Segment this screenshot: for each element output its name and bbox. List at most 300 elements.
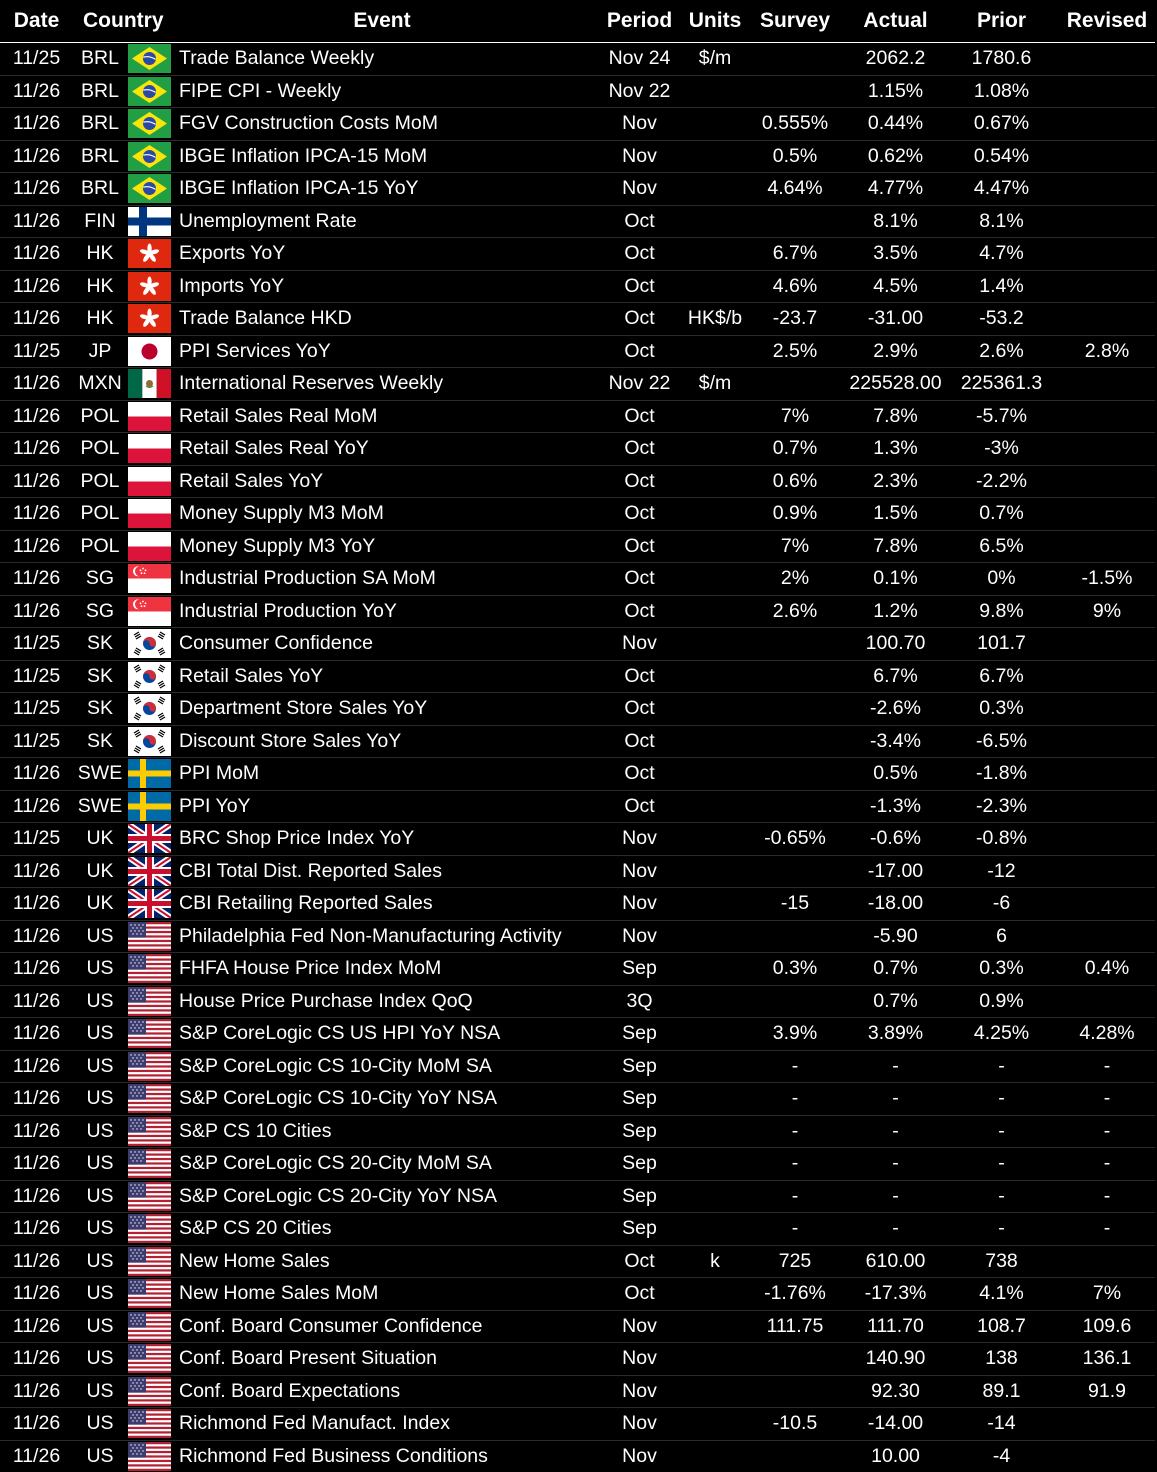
survey-cell: 2.5% bbox=[743, 335, 847, 368]
units-cell bbox=[687, 498, 743, 531]
period-cell: Nov bbox=[592, 1343, 687, 1376]
survey-cell bbox=[743, 628, 847, 661]
period-cell: Nov bbox=[592, 888, 687, 921]
country-cell: US bbox=[73, 985, 127, 1018]
date-cell: 11/26 bbox=[0, 400, 73, 433]
date-cell: 11/26 bbox=[0, 1018, 73, 1051]
actual-cell: 6.7% bbox=[847, 660, 944, 693]
period-cell: Nov bbox=[592, 823, 687, 856]
survey-cell: - bbox=[743, 1115, 847, 1148]
actual-cell: -1.3% bbox=[847, 790, 944, 823]
flag-cell bbox=[127, 725, 172, 758]
actual-cell: - bbox=[847, 1213, 944, 1246]
prior-cell: 6.7% bbox=[944, 660, 1059, 693]
period-cell: Nov bbox=[592, 108, 687, 141]
survey-cell bbox=[743, 660, 847, 693]
actual-cell: 0.44% bbox=[847, 108, 944, 141]
date-cell: 11/25 bbox=[0, 628, 73, 661]
poland-flag-icon bbox=[128, 402, 171, 431]
survey-cell bbox=[743, 1343, 847, 1376]
date-cell: 11/26 bbox=[0, 1343, 73, 1376]
survey-cell: 0.5% bbox=[743, 140, 847, 173]
flag-cell bbox=[127, 628, 172, 661]
country-cell: POL bbox=[73, 400, 127, 433]
table-row bbox=[0, 1440, 1155, 1472]
flag-cell bbox=[127, 1440, 172, 1472]
event-cell: S&P CoreLogic CS 10-City MoM SA bbox=[172, 1050, 592, 1083]
poland-flag-icon bbox=[128, 467, 171, 496]
prior-cell: 0.67% bbox=[944, 108, 1059, 141]
table-row bbox=[0, 335, 1155, 368]
revised-cell: - bbox=[1059, 1148, 1155, 1181]
period-cell: Oct bbox=[592, 790, 687, 823]
country-cell: JP bbox=[73, 335, 127, 368]
country-cell: US bbox=[73, 1115, 127, 1148]
table-row bbox=[0, 1050, 1155, 1083]
event-cell: S&P CS 10 Cities bbox=[172, 1115, 592, 1148]
survey-cell bbox=[743, 368, 847, 401]
survey-cell: 4.6% bbox=[743, 270, 847, 303]
actual-cell: 1.3% bbox=[847, 433, 944, 466]
actual-cell: 2.3% bbox=[847, 465, 944, 498]
date-cell: 11/26 bbox=[0, 1408, 73, 1441]
prior-cell: 138 bbox=[944, 1343, 1059, 1376]
country-cell: US bbox=[73, 1050, 127, 1083]
flag-cell bbox=[127, 1083, 172, 1116]
actual-cell: 1.5% bbox=[847, 498, 944, 531]
flag-cell bbox=[127, 888, 172, 921]
period-cell: Oct bbox=[592, 238, 687, 271]
table-row bbox=[0, 758, 1155, 791]
us-flag-icon bbox=[128, 987, 171, 1016]
event-cell: BRC Shop Price Index YoY bbox=[172, 823, 592, 856]
table-row bbox=[0, 108, 1155, 141]
survey-cell bbox=[743, 205, 847, 238]
prior-cell: -2.3% bbox=[944, 790, 1059, 823]
event-cell: House Price Purchase Index QoQ bbox=[172, 985, 592, 1018]
country-cell: US bbox=[73, 1343, 127, 1376]
event-cell: CBI Total Dist. Reported Sales bbox=[172, 855, 592, 888]
date-cell: 11/25 bbox=[0, 660, 73, 693]
event-cell: Discount Store Sales YoY bbox=[172, 725, 592, 758]
actual-cell: 8.1% bbox=[847, 205, 944, 238]
date-cell: 11/26 bbox=[0, 1213, 73, 1246]
country-cell: HK bbox=[73, 303, 127, 336]
survey-cell: 7% bbox=[743, 400, 847, 433]
date-cell: 11/26 bbox=[0, 205, 73, 238]
units-cell bbox=[687, 790, 743, 823]
flag-cell bbox=[127, 368, 172, 401]
units-cell bbox=[687, 1375, 743, 1408]
flag-cell bbox=[127, 1018, 172, 1051]
survey-cell: -10.5 bbox=[743, 1408, 847, 1441]
revised-cell bbox=[1059, 400, 1155, 433]
units-cell: $/m bbox=[687, 43, 743, 76]
header-prior: Prior bbox=[944, 0, 1059, 43]
header-survey: Survey bbox=[743, 0, 847, 43]
country-cell: POL bbox=[73, 530, 127, 563]
table-row bbox=[0, 855, 1155, 888]
revised-cell bbox=[1059, 498, 1155, 531]
country-cell: SG bbox=[73, 563, 127, 596]
date-cell: 11/26 bbox=[0, 563, 73, 596]
units-cell bbox=[687, 400, 743, 433]
event-cell: Retail Sales YoY bbox=[172, 660, 592, 693]
revised-cell bbox=[1059, 205, 1155, 238]
table-row bbox=[0, 173, 1155, 206]
prior-cell: 0.9% bbox=[944, 985, 1059, 1018]
revised-cell: 4.28% bbox=[1059, 1018, 1155, 1051]
header-row bbox=[0, 0, 1155, 43]
country-cell: SK bbox=[73, 725, 127, 758]
prior-cell: 6 bbox=[944, 920, 1059, 953]
survey-cell: 0.7% bbox=[743, 433, 847, 466]
actual-cell: 7.8% bbox=[847, 530, 944, 563]
header-period: Period bbox=[592, 0, 687, 43]
survey-cell: - bbox=[743, 1180, 847, 1213]
country-cell: FIN bbox=[73, 205, 127, 238]
date-cell: 11/26 bbox=[0, 888, 73, 921]
table-row bbox=[0, 465, 1155, 498]
revised-cell bbox=[1059, 433, 1155, 466]
date-cell: 11/26 bbox=[0, 1050, 73, 1083]
revised-cell: - bbox=[1059, 1180, 1155, 1213]
survey-cell bbox=[743, 725, 847, 758]
revised-cell bbox=[1059, 108, 1155, 141]
units-cell bbox=[687, 823, 743, 856]
prior-cell: -3% bbox=[944, 433, 1059, 466]
event-cell: S&P CoreLogic CS 10-City YoY NSA bbox=[172, 1083, 592, 1116]
table-row bbox=[0, 1278, 1155, 1311]
uk-flag-icon bbox=[128, 857, 171, 886]
us-flag-icon bbox=[128, 1377, 171, 1406]
header-revised: Revised bbox=[1059, 0, 1155, 43]
table-row bbox=[0, 1245, 1155, 1278]
units-cell: $/m bbox=[687, 368, 743, 401]
singapore-flag-icon bbox=[128, 597, 171, 626]
prior-cell: - bbox=[944, 1180, 1059, 1213]
actual-cell: -18.00 bbox=[847, 888, 944, 921]
event-cell: CBI Retailing Reported Sales bbox=[172, 888, 592, 921]
survey-cell: - bbox=[743, 1050, 847, 1083]
period-cell: 3Q bbox=[592, 985, 687, 1018]
date-cell: 11/26 bbox=[0, 465, 73, 498]
country-cell: US bbox=[73, 1278, 127, 1311]
period-cell: Oct bbox=[592, 303, 687, 336]
revised-cell bbox=[1059, 75, 1155, 108]
table-row bbox=[0, 1310, 1155, 1343]
units-cell bbox=[687, 1083, 743, 1116]
prior-cell: 9.8% bbox=[944, 595, 1059, 628]
date-cell: 11/26 bbox=[0, 270, 73, 303]
period-cell: Oct bbox=[592, 563, 687, 596]
units-cell bbox=[687, 433, 743, 466]
actual-cell: -3.4% bbox=[847, 725, 944, 758]
poland-flag-icon bbox=[128, 434, 171, 463]
period-cell: Oct bbox=[592, 693, 687, 726]
flag-cell bbox=[127, 433, 172, 466]
date-cell: 11/26 bbox=[0, 758, 73, 791]
brazil-flag-icon bbox=[128, 142, 171, 171]
prior-cell: - bbox=[944, 1115, 1059, 1148]
event-cell: S&P CoreLogic CS US HPI YoY NSA bbox=[172, 1018, 592, 1051]
south-korea-flag-icon bbox=[128, 662, 171, 691]
prior-cell: 101.7 bbox=[944, 628, 1059, 661]
table-row bbox=[0, 628, 1155, 661]
units-cell bbox=[687, 628, 743, 661]
event-cell: Consumer Confidence bbox=[172, 628, 592, 661]
revised-cell bbox=[1059, 530, 1155, 563]
survey-cell bbox=[743, 758, 847, 791]
date-cell: 11/26 bbox=[0, 1278, 73, 1311]
table-row bbox=[0, 238, 1155, 271]
revised-cell bbox=[1059, 855, 1155, 888]
period-cell: Sep bbox=[592, 953, 687, 986]
country-cell: US bbox=[73, 1213, 127, 1246]
date-cell: 11/26 bbox=[0, 140, 73, 173]
units-cell bbox=[687, 465, 743, 498]
actual-cell: 0.1% bbox=[847, 563, 944, 596]
header-date: Date bbox=[0, 0, 73, 43]
country-cell: US bbox=[73, 1310, 127, 1343]
survey-cell: 3.9% bbox=[743, 1018, 847, 1051]
actual-cell: 140.90 bbox=[847, 1343, 944, 1376]
revised-cell bbox=[1059, 173, 1155, 206]
prior-cell: -6.5% bbox=[944, 725, 1059, 758]
country-cell: HK bbox=[73, 270, 127, 303]
event-cell: International Reserves Weekly bbox=[172, 368, 592, 401]
country-cell: BRL bbox=[73, 140, 127, 173]
actual-cell: -17.00 bbox=[847, 855, 944, 888]
country-cell: BRL bbox=[73, 43, 127, 76]
survey-cell: -1.76% bbox=[743, 1278, 847, 1311]
event-cell: Department Store Sales YoY bbox=[172, 693, 592, 726]
us-flag-icon bbox=[128, 1052, 171, 1081]
revised-cell bbox=[1059, 725, 1155, 758]
revised-cell: - bbox=[1059, 1213, 1155, 1246]
units-cell bbox=[687, 238, 743, 271]
survey-cell: 6.7% bbox=[743, 238, 847, 271]
event-cell: Conf. Board Present Situation bbox=[172, 1343, 592, 1376]
country-cell: UK bbox=[73, 888, 127, 921]
actual-cell: - bbox=[847, 1180, 944, 1213]
country-cell: BRL bbox=[73, 173, 127, 206]
table-row bbox=[0, 1018, 1155, 1051]
date-cell: 11/26 bbox=[0, 303, 73, 336]
revised-cell bbox=[1059, 1245, 1155, 1278]
brazil-flag-icon bbox=[128, 109, 171, 138]
period-cell: Oct bbox=[592, 335, 687, 368]
actual-cell: 0.5% bbox=[847, 758, 944, 791]
flag-cell bbox=[127, 1148, 172, 1181]
prior-cell: -1.8% bbox=[944, 758, 1059, 791]
us-flag-icon bbox=[128, 1312, 171, 1341]
event-cell: Philadelphia Fed Non-Manufacturing Activity bbox=[172, 920, 592, 953]
revised-cell bbox=[1059, 140, 1155, 173]
flag-cell bbox=[127, 1408, 172, 1441]
revised-cell bbox=[1059, 790, 1155, 823]
table-row bbox=[0, 1408, 1155, 1441]
units-cell bbox=[687, 530, 743, 563]
period-cell: Oct bbox=[592, 725, 687, 758]
south-korea-flag-icon bbox=[128, 727, 171, 756]
survey-cell: 0.3% bbox=[743, 953, 847, 986]
flag-cell bbox=[127, 108, 172, 141]
country-cell: US bbox=[73, 1440, 127, 1472]
prior-cell: 4.25% bbox=[944, 1018, 1059, 1051]
flag-cell bbox=[127, 1343, 172, 1376]
units-cell bbox=[687, 693, 743, 726]
country-cell: US bbox=[73, 1245, 127, 1278]
flag-cell bbox=[127, 1245, 172, 1278]
table-row bbox=[0, 953, 1155, 986]
date-cell: 11/25 bbox=[0, 725, 73, 758]
survey-cell: 7% bbox=[743, 530, 847, 563]
revised-cell bbox=[1059, 238, 1155, 271]
south-korea-flag-icon bbox=[128, 629, 171, 658]
units-cell bbox=[687, 888, 743, 921]
prior-cell: -4 bbox=[944, 1440, 1059, 1472]
survey-cell bbox=[743, 75, 847, 108]
table-row bbox=[0, 595, 1155, 628]
prior-cell: - bbox=[944, 1050, 1059, 1083]
units-cell bbox=[687, 1213, 743, 1246]
units-cell bbox=[687, 920, 743, 953]
us-flag-icon bbox=[128, 954, 171, 983]
table-row bbox=[0, 303, 1155, 336]
survey-cell bbox=[743, 855, 847, 888]
event-cell: S&P CoreLogic CS 20-City YoY NSA bbox=[172, 1180, 592, 1213]
sweden-flag-icon bbox=[128, 792, 171, 821]
actual-cell: 0.7% bbox=[847, 953, 944, 986]
header-units: Units bbox=[687, 0, 743, 43]
flag-cell bbox=[127, 985, 172, 1018]
actual-cell: 0.7% bbox=[847, 985, 944, 1018]
actual-cell: 3.5% bbox=[847, 238, 944, 271]
period-cell: Nov bbox=[592, 140, 687, 173]
date-cell: 11/26 bbox=[0, 368, 73, 401]
prior-cell: 108.7 bbox=[944, 1310, 1059, 1343]
table-row bbox=[0, 693, 1155, 726]
flag-cell bbox=[127, 1115, 172, 1148]
period-cell: Nov 22 bbox=[592, 368, 687, 401]
country-cell: BRL bbox=[73, 75, 127, 108]
us-flag-icon bbox=[128, 1182, 171, 1211]
actual-cell: -5.90 bbox=[847, 920, 944, 953]
period-cell: Nov bbox=[592, 1440, 687, 1472]
prior-cell: -53.2 bbox=[944, 303, 1059, 336]
table-row bbox=[0, 660, 1155, 693]
us-flag-icon bbox=[128, 1442, 171, 1471]
event-cell: FGV Construction Costs MoM bbox=[172, 108, 592, 141]
units-cell bbox=[687, 758, 743, 791]
actual-cell: 2062.2 bbox=[847, 43, 944, 76]
table-row bbox=[0, 205, 1155, 238]
units-cell bbox=[687, 595, 743, 628]
units-cell bbox=[687, 1278, 743, 1311]
table-row bbox=[0, 823, 1155, 856]
table-row bbox=[0, 498, 1155, 531]
flag-cell bbox=[127, 660, 172, 693]
table-row bbox=[0, 725, 1155, 758]
revised-cell bbox=[1059, 1408, 1155, 1441]
date-cell: 11/26 bbox=[0, 1115, 73, 1148]
units-cell bbox=[687, 985, 743, 1018]
country-cell: US bbox=[73, 1018, 127, 1051]
date-cell: 11/26 bbox=[0, 855, 73, 888]
flag-cell bbox=[127, 335, 172, 368]
header-country: Country bbox=[73, 0, 172, 43]
event-cell: Retail Sales Real MoM bbox=[172, 400, 592, 433]
revised-cell bbox=[1059, 1440, 1155, 1472]
event-cell: Trade Balance Weekly bbox=[172, 43, 592, 76]
revised-cell bbox=[1059, 43, 1155, 76]
flag-cell bbox=[127, 823, 172, 856]
country-cell: SK bbox=[73, 693, 127, 726]
period-cell: Sep bbox=[592, 1148, 687, 1181]
flag-cell bbox=[127, 1278, 172, 1311]
event-cell: Money Supply M3 MoM bbox=[172, 498, 592, 531]
revised-cell bbox=[1059, 303, 1155, 336]
prior-cell: 2.6% bbox=[944, 335, 1059, 368]
event-cell: IBGE Inflation IPCA-15 MoM bbox=[172, 140, 592, 173]
event-cell: New Home Sales MoM bbox=[172, 1278, 592, 1311]
table-row bbox=[0, 1375, 1155, 1408]
period-cell: Sep bbox=[592, 1180, 687, 1213]
date-cell: 11/26 bbox=[0, 1180, 73, 1213]
prior-cell: - bbox=[944, 1083, 1059, 1116]
prior-cell: 225361.3 bbox=[944, 368, 1059, 401]
revised-cell bbox=[1059, 465, 1155, 498]
revised-cell: 0.4% bbox=[1059, 953, 1155, 986]
table-row bbox=[0, 1115, 1155, 1148]
units-cell bbox=[687, 1148, 743, 1181]
prior-cell: 0.3% bbox=[944, 953, 1059, 986]
units-cell bbox=[687, 563, 743, 596]
table-row bbox=[0, 920, 1155, 953]
south-korea-flag-icon bbox=[128, 694, 171, 723]
units-cell bbox=[687, 953, 743, 986]
units-cell bbox=[687, 1343, 743, 1376]
date-cell: 11/26 bbox=[0, 238, 73, 271]
flag-cell bbox=[127, 920, 172, 953]
revised-cell: 109.6 bbox=[1059, 1310, 1155, 1343]
table-row bbox=[0, 1343, 1155, 1376]
actual-cell: - bbox=[847, 1050, 944, 1083]
table-row bbox=[0, 433, 1155, 466]
actual-cell: 610.00 bbox=[847, 1245, 944, 1278]
table-row bbox=[0, 400, 1155, 433]
country-cell: SK bbox=[73, 660, 127, 693]
prior-cell: 738 bbox=[944, 1245, 1059, 1278]
units-cell bbox=[687, 725, 743, 758]
event-cell: FIPE CPI - Weekly bbox=[172, 75, 592, 108]
survey-cell: -0.65% bbox=[743, 823, 847, 856]
actual-cell: 10.00 bbox=[847, 1440, 944, 1472]
table-row bbox=[0, 563, 1155, 596]
revised-cell: 136.1 bbox=[1059, 1343, 1155, 1376]
date-cell: 11/26 bbox=[0, 75, 73, 108]
actual-cell: 2.9% bbox=[847, 335, 944, 368]
revised-cell bbox=[1059, 628, 1155, 661]
country-cell: US bbox=[73, 1148, 127, 1181]
uk-flag-icon bbox=[128, 824, 171, 853]
table-row bbox=[0, 270, 1155, 303]
flag-cell bbox=[127, 140, 172, 173]
units-cell bbox=[687, 1440, 743, 1472]
hong-kong-flag-icon bbox=[128, 272, 171, 301]
prior-cell: -14 bbox=[944, 1408, 1059, 1441]
